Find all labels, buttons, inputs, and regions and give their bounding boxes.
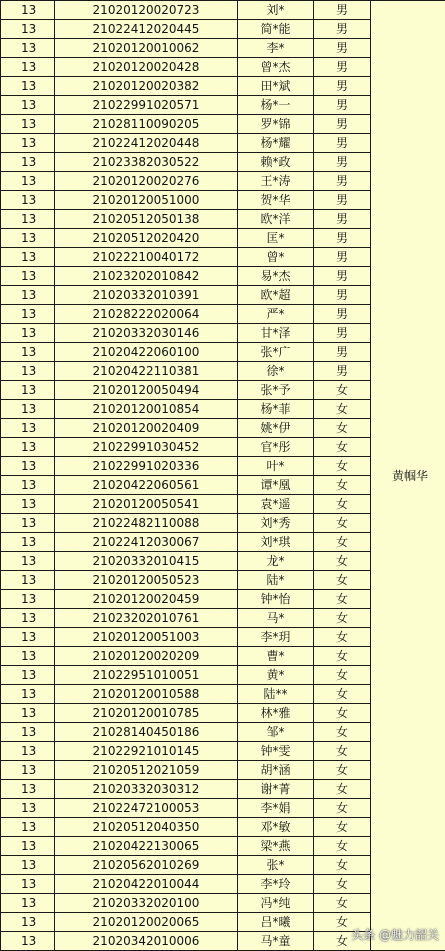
class-cell: 13	[1, 514, 55, 533]
gender-cell: 男	[314, 77, 371, 96]
gender-cell: 女	[314, 609, 371, 628]
class-cell: 13	[1, 571, 55, 590]
student-name-cell: 徐*	[238, 362, 314, 381]
class-cell: 13	[1, 666, 55, 685]
student-id-cell: 21020120010588	[55, 685, 238, 704]
student-name-cell: 欧*超	[238, 286, 314, 305]
class-cell: 13	[1, 742, 55, 761]
student-id-cell: 21023202010842	[55, 267, 238, 286]
gender-cell: 男	[314, 229, 371, 248]
gender-cell: 男	[314, 39, 371, 58]
class-cell: 13	[1, 628, 55, 647]
class-cell: 13	[1, 267, 55, 286]
student-id-cell: 21020422060100	[55, 343, 238, 362]
student-name-cell: 张*	[238, 856, 314, 875]
student-id-cell: 21020332010391	[55, 286, 238, 305]
watermark: 头条 @魅力韶关	[351, 928, 439, 942]
student-id-cell: 21022210040172	[55, 248, 238, 267]
student-id-cell: 21020120010785	[55, 704, 238, 723]
student-id-cell: 21020422110381	[55, 362, 238, 381]
gender-cell: 女	[314, 818, 371, 837]
student-name-cell: 刘*琪	[238, 533, 314, 552]
student-id-cell: 21020120010062	[55, 39, 238, 58]
gender-cell: 女	[314, 590, 371, 609]
gender-cell: 男	[314, 153, 371, 172]
class-cell: 13	[1, 286, 55, 305]
student-id-cell: 21023202010761	[55, 609, 238, 628]
gender-cell: 女	[314, 761, 371, 780]
class-cell: 13	[1, 305, 55, 324]
gender-cell: 女	[314, 514, 371, 533]
gender-cell: 女	[314, 932, 371, 951]
class-cell: 13	[1, 210, 55, 229]
student-name-cell: 刘*	[238, 1, 314, 20]
gender-cell: 女	[314, 476, 371, 495]
class-cell: 13	[1, 780, 55, 799]
class-cell: 13	[1, 495, 55, 514]
gender-cell: 男	[314, 248, 371, 267]
gender-cell: 女	[314, 799, 371, 818]
gender-cell: 男	[314, 134, 371, 153]
gender-cell: 男	[314, 210, 371, 229]
class-cell: 13	[1, 20, 55, 39]
gender-cell: 男	[314, 115, 371, 134]
gender-cell: 女	[314, 628, 371, 647]
gender-cell: 女	[314, 666, 371, 685]
gender-cell: 男	[314, 267, 371, 286]
class-cell: 13	[1, 191, 55, 210]
student-id-cell: 21020512020420	[55, 229, 238, 248]
student-id-cell: 21020422010044	[55, 875, 238, 894]
gender-cell: 女	[314, 381, 371, 400]
class-cell: 13	[1, 96, 55, 115]
student-name-cell: 邓*敏	[238, 818, 314, 837]
student-name-cell: 罗*锦	[238, 115, 314, 134]
class-cell: 13	[1, 248, 55, 267]
student-id-cell: 21020120050494	[55, 381, 238, 400]
class-cell: 13	[1, 590, 55, 609]
gender-cell: 男	[314, 324, 371, 343]
student-name-cell: 匡*	[238, 229, 314, 248]
class-cell: 13	[1, 400, 55, 419]
student-name-cell: 马*童	[238, 932, 314, 951]
gender-cell: 男	[314, 58, 371, 77]
class-cell: 13	[1, 761, 55, 780]
gender-cell: 女	[314, 856, 371, 875]
gender-cell: 男	[314, 286, 371, 305]
student-name-cell: 马*	[238, 609, 314, 628]
class-cell: 13	[1, 58, 55, 77]
student-id-cell: 21020120050523	[55, 571, 238, 590]
gender-cell: 女	[314, 913, 371, 932]
student-name-cell: 杨*菲	[238, 400, 314, 419]
gender-cell: 女	[314, 552, 371, 571]
student-id-cell: 21020120050541	[55, 495, 238, 514]
student-id-cell: 21022991030452	[55, 438, 238, 457]
student-name-cell: 杨*耀	[238, 134, 314, 153]
student-id-cell: 21022412030067	[55, 533, 238, 552]
class-cell: 13	[1, 932, 55, 951]
gender-cell: 女	[314, 837, 371, 856]
student-name-cell: 赖*政	[238, 153, 314, 172]
teacher-cell: 黄帼华	[371, 1, 445, 951]
gender-cell: 女	[314, 875, 371, 894]
student-id-cell: 21022991020571	[55, 96, 238, 115]
class-cell: 13	[1, 39, 55, 58]
student-name-cell: 贺*华	[238, 191, 314, 210]
student-name-cell: 钟*怡	[238, 590, 314, 609]
student-name-cell: 陆**	[238, 685, 314, 704]
student-name-cell: 简*能	[238, 20, 314, 39]
student-id-cell: 21022482110088	[55, 514, 238, 533]
student-name-cell: 曾*	[238, 248, 314, 267]
gender-cell: 女	[314, 438, 371, 457]
class-cell: 13	[1, 381, 55, 400]
student-name-cell: 陆*	[238, 571, 314, 590]
class-cell: 13	[1, 229, 55, 248]
student-id-cell: 21028222020064	[55, 305, 238, 324]
student-name-cell: 谢*菁	[238, 780, 314, 799]
student-name-cell: 邹*	[238, 723, 314, 742]
gender-cell: 男	[314, 1, 371, 20]
student-id-cell: 21020120051003	[55, 628, 238, 647]
student-id-cell: 21020120020276	[55, 172, 238, 191]
class-cell: 13	[1, 1, 55, 20]
gender-cell: 男	[314, 96, 371, 115]
class-cell: 13	[1, 172, 55, 191]
student-name-cell: 曾*杰	[238, 58, 314, 77]
gender-cell: 女	[314, 533, 371, 552]
student-name-cell: 姚*伊	[238, 419, 314, 438]
student-name-cell: 李*	[238, 39, 314, 58]
gender-cell: 女	[314, 400, 371, 419]
class-cell: 13	[1, 799, 55, 818]
table-row	[1, 1, 445, 20]
gender-cell: 男	[314, 305, 371, 324]
student-name-cell: 梁*燕	[238, 837, 314, 856]
student-id-cell: 21020332030146	[55, 324, 238, 343]
class-cell: 13	[1, 419, 55, 438]
student-id-cell: 21020422060561	[55, 476, 238, 495]
student-name-cell: 欧*洋	[238, 210, 314, 229]
student-id-cell: 21023382030522	[55, 153, 238, 172]
student-id-cell: 21020422130065	[55, 837, 238, 856]
student-name-cell: 黄*	[238, 666, 314, 685]
class-cell: 13	[1, 552, 55, 571]
student-id-cell: 21020332030312	[55, 780, 238, 799]
class-cell: 13	[1, 685, 55, 704]
student-id-cell: 21022921010145	[55, 742, 238, 761]
student-id-cell: 21020512040350	[55, 818, 238, 837]
class-cell: 13	[1, 609, 55, 628]
gender-cell: 男	[314, 343, 371, 362]
student-name-cell: 李*玥	[238, 628, 314, 647]
class-cell: 13	[1, 476, 55, 495]
student-name-cell: 官*彤	[238, 438, 314, 457]
student-name-cell: 王*涛	[238, 172, 314, 191]
student-name-cell: 李*娟	[238, 799, 314, 818]
student-name-cell: 甘*泽	[238, 324, 314, 343]
gender-cell: 女	[314, 571, 371, 590]
class-cell: 13	[1, 723, 55, 742]
student-id-cell: 21020512050138	[55, 210, 238, 229]
student-id-cell: 21020332020100	[55, 894, 238, 913]
class-cell: 13	[1, 913, 55, 932]
gender-cell: 男	[314, 172, 371, 191]
student-name-cell: 张*予	[238, 381, 314, 400]
gender-cell: 女	[314, 495, 371, 514]
student-name-cell: 龙*	[238, 552, 314, 571]
class-cell: 13	[1, 894, 55, 913]
student-name-cell: 胡*涵	[238, 761, 314, 780]
class-cell: 13	[1, 362, 55, 381]
class-cell: 13	[1, 837, 55, 856]
student-id-cell: 21020512021059	[55, 761, 238, 780]
gender-cell: 女	[314, 894, 371, 913]
class-cell: 13	[1, 818, 55, 837]
class-cell: 13	[1, 457, 55, 476]
student-id-cell: 21020120020459	[55, 590, 238, 609]
class-cell: 13	[1, 647, 55, 666]
student-id-cell: 21022951010051	[55, 666, 238, 685]
student-id-cell: 21022412020445	[55, 20, 238, 39]
class-cell: 13	[1, 704, 55, 723]
student-id-cell: 21022412020448	[55, 134, 238, 153]
student-id-cell: 21020562010269	[55, 856, 238, 875]
gender-cell: 女	[314, 704, 371, 723]
student-name-cell: 叶*	[238, 457, 314, 476]
gender-cell: 女	[314, 742, 371, 761]
student-name-cell: 严*	[238, 305, 314, 324]
student-rows	[1, 1, 445, 951]
student-id-cell: 21020120020428	[55, 58, 238, 77]
gender-cell: 女	[314, 457, 371, 476]
gender-cell: 女	[314, 723, 371, 742]
gender-cell: 男	[314, 191, 371, 210]
student-name-cell: 曹*	[238, 647, 314, 666]
student-name-cell: 钟*雯	[238, 742, 314, 761]
gender-cell: 男	[314, 20, 371, 39]
class-cell: 13	[1, 875, 55, 894]
student-id-cell: 21020342010006	[55, 932, 238, 951]
student-name-cell: 林*雅	[238, 704, 314, 723]
student-name-cell: 易*杰	[238, 267, 314, 286]
class-cell: 13	[1, 324, 55, 343]
gender-cell: 男	[314, 362, 371, 381]
student-id-cell: 21028110090205	[55, 115, 238, 134]
class-cell: 13	[1, 438, 55, 457]
class-cell: 13	[1, 856, 55, 875]
student-name-cell: 吕*曦	[238, 913, 314, 932]
class-cell: 13	[1, 153, 55, 172]
class-cell: 13	[1, 77, 55, 96]
student-id-cell: 21020120010854	[55, 400, 238, 419]
student-name-cell: 田*斌	[238, 77, 314, 96]
student-name-cell: 杨*一	[238, 96, 314, 115]
student-name-cell: 冯*纯	[238, 894, 314, 913]
student-name-cell: 谭*凰	[238, 476, 314, 495]
student-id-cell: 21020120020382	[55, 77, 238, 96]
class-cell: 13	[1, 115, 55, 134]
student-name-cell: 张*广	[238, 343, 314, 362]
student-id-cell: 21020120051000	[55, 191, 238, 210]
gender-cell: 女	[314, 780, 371, 799]
gender-cell: 女	[314, 685, 371, 704]
student-name-cell: 刘*秀	[238, 514, 314, 533]
student-id-cell: 21022472100053	[55, 799, 238, 818]
student-id-cell: 21020332010415	[55, 552, 238, 571]
class-cell: 13	[1, 343, 55, 362]
student-name-cell: 袁*遥	[238, 495, 314, 514]
student-id-cell: 21028140450186	[55, 723, 238, 742]
student-id-cell: 21022991020336	[55, 457, 238, 476]
student-name-cell: 李*玲	[238, 875, 314, 894]
gender-cell: 女	[314, 419, 371, 438]
student-id-cell: 21020120020409	[55, 419, 238, 438]
gender-cell: 女	[314, 647, 371, 666]
student-id-cell: 21020120020065	[55, 913, 238, 932]
student-id-cell: 21020120020723	[55, 1, 238, 20]
class-cell: 13	[1, 134, 55, 153]
student-id-cell: 21020120020209	[55, 647, 238, 666]
class-cell: 13	[1, 533, 55, 552]
